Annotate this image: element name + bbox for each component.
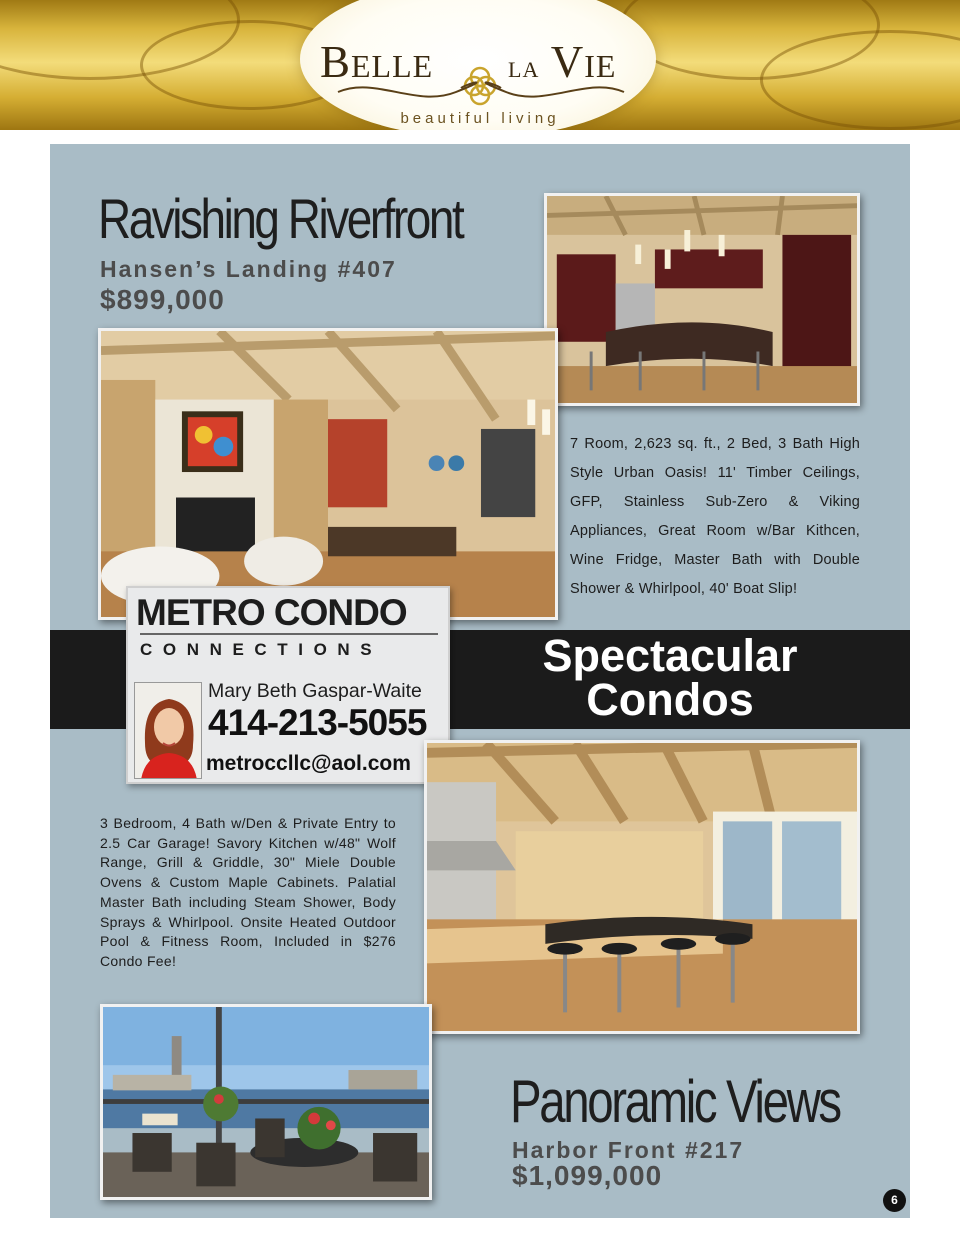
company-subtitle: CONNECTIONS: [140, 640, 383, 659]
agent-name: Mary Beth Gaspar-Waite: [208, 680, 422, 702]
living-room-photo: [98, 328, 558, 620]
company-name: METRO CONDO: [136, 592, 407, 633]
company-divider: [140, 633, 438, 635]
banner-headline: [460, 630, 880, 725]
balcony-view-photo: [100, 1004, 432, 1200]
listing1-title: Ravishing Riverfront: [98, 187, 463, 250]
brand-name-belle: Belle: [320, 37, 434, 87]
agent-email[interactable]: metroccllc@aol.com: [206, 752, 411, 775]
agent-phone[interactable]: 414-213-5055: [208, 702, 427, 743]
listing2-title: Panoramic Views: [510, 1068, 840, 1135]
listing1-price: $899,000: [100, 284, 225, 315]
agent-avatar: [134, 682, 202, 779]
listing2-subtitle: Harbor Front #217: [512, 1137, 745, 1163]
logo-swash: [336, 78, 626, 108]
banner-line1: Spectacular: [542, 630, 798, 681]
brand-name-la: la: [508, 49, 540, 84]
listing1-subtitle: Hansen’s Landing #407: [100, 256, 397, 282]
listing1-description: 7 Room, 2,623 sq. ft., 2 Bed, 3 Bath High Style Urban Oasis! 11' Timber Ceilings, GFP, Stainless Sub-Zero & Viking Appliances, Great Room w/Bar Kithcen, Wine Fridge, Master Bath with Double Shower & Whirlpool, 40' Boat Slip!: [570, 436, 860, 597]
kitchen-photo: [544, 193, 860, 406]
agent-card: [126, 586, 450, 784]
listing2-price: $1,099,000: [512, 1160, 663, 1191]
page-number: 6: [883, 1189, 906, 1212]
brand-name-vie: Vie: [550, 37, 617, 87]
banner-line2: Condos: [586, 674, 754, 725]
open-kitchen-photo: [424, 740, 860, 1034]
listing2-description: 3 Bedroom, 4 Bath w/Den & Private Entry to 2.5 Car Garage! Savory Kitchen w/48" Wolf Range, Grill & Griddle, 30" Miele Double Ovens & Custom Maple Cabinets. Palatial Master Bath including Steam Shower, Body Sprays & Whirlpool. Onsite Heated Outdoor Pool & Fitness Room, Included in $276 Condo Fee!: [100, 815, 396, 969]
brand-tagline: beautiful living: [400, 110, 560, 127]
magazine-header: [0, 0, 960, 130]
